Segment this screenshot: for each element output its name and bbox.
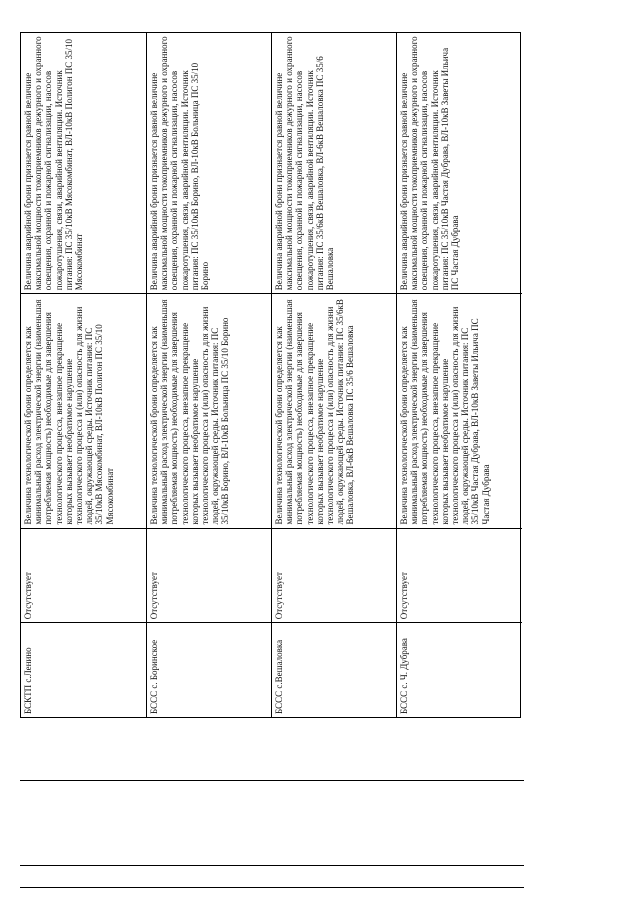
tech-reserve-text-cell: Величина технологической брони определяется как минимальный расход электрической энергии (наименьшая потребляемая мощность) необходимые для завершения технологического процесса, внезапное прекращение которых вызывает необратимое нарушение технологического процесса и (или) опасность для жизни людей, окружающей среды. Источник питания: ПС 35/10кВ Мясокомбинат, ВЛ-10кВ Полигон ПС 35/10 Мясокомбинат bbox=[21, 293, 146, 527]
tech-reserve-missing-cell: Отсутствует bbox=[21, 528, 146, 623]
table-row bbox=[147, 33, 272, 717]
separator-line bbox=[20, 865, 524, 866]
tech-reserve-missing-cell: Отсутствует bbox=[147, 528, 271, 623]
reserve-table bbox=[20, 32, 521, 718]
object-name-cell: БССС с. Ч. Дубрава bbox=[397, 622, 522, 717]
tech-reserve-missing-cell: Отсутствует bbox=[397, 528, 522, 623]
separator-line bbox=[20, 887, 524, 888]
object-name-cell: БСКТП с.Ленино bbox=[21, 622, 146, 717]
separator-line bbox=[20, 780, 524, 781]
tech-reserve-text-cell: Величина технологической брони определяется как минимальный расход электрической энергии (наименьшая потребляемая мощность) необходимые для завершения технологического процесса, внезапное прекращение которых вызывает необратимое нарушение технологического процесса и (или) опасность для жизни людей, окружающей среды. Источник питания: ПС 35/10кВ Частая Дубрава, ВЛ-10кВ Заветы Ильича ПС Частая Дубрава bbox=[397, 293, 522, 527]
table-row bbox=[397, 33, 522, 717]
emergency-reserve-text-cell: Величина аварийной брони признается равной величине максимальной мощности токоприемников дежурного и охранного освещения, охранной и пожарной сигнализации, насосов пожаротушения, связи, аварийной вентиляции. Источник питания: ПС 35/10кВ Частая Дубрава, ВЛ-10кВ Заветы Ильича ПС Частая Дубрава bbox=[399, 36, 461, 291]
object-name-cell: БССС с. Боринское bbox=[147, 622, 271, 717]
emergency-reserve-text-cell: Величина аварийной брони признается равной величине максимальной мощности токоприемников дежурного и охранного освещения, охранной и пожарной сигнализации, насосов пожаротушения, связи, аварийной вентиляции. Источник питания: ПС 35/10кВ Борино, ВЛ-10кВ Больница ПС 35/10 Борино bbox=[149, 36, 211, 291]
table-row bbox=[21, 33, 147, 717]
tech-reserve-text-cell: Величина технологической брони определяется как минимальный расход электрической энергии (наименьшая потребляемая мощность) необходимые для завершения технологического процесса, внезапное прекращение которых вызывает необратимое нарушение технологического процесса и (или) опасность для жизни людей, окружающей среды. Источник питания: ПС 35/6кВ Вешаловка, ВЛ-6кВ Вешаловка ПС 35/6 Вешаловка bbox=[272, 293, 396, 527]
table-row bbox=[272, 33, 397, 717]
emergency-reserve-text-cell: Величина аварийной брони признается равной величине максимальной мощности токоприемников дежурного и охранного освещения, охранной и пожарной сигнализации, насосов пожаротушения, связи, аварийной вентиляции. Источник питания: ПС 35/6кВ Вешаловка, ВЛ-6кВ Вешаловка ПС 35/6 Вешаловка bbox=[274, 36, 336, 291]
emergency-reserve-text-cell: Величина аварийной брони признается равной величине максимальной мощности токоприемников дежурного и охранного освещения, охранной и пожарной сигнализации, насосов пожаротушения, связи, аварийной вентиляции. Источник питания: ПС 35/10кВ Мясокомбинат, ВЛ-10кВ Полигон ПС 35/10 Мясокомбинат bbox=[23, 36, 85, 291]
tech-reserve-text-cell: Величина технологической брони определяется как минимальный расход электрической энергии (наименьшая потребляемая мощность) необходимые для завершения технологического процесса, внезапное прекращение которых вызывает необратимое нарушение технологического процесса и (или) опасность для жизни людей, окружающей среды. Источник питания: ПС 35/10кВ Борино, ВЛ-10кВ Больница ПС 35/10 Борино bbox=[147, 293, 271, 527]
object-name-cell: БССС с.Вешаловка bbox=[272, 622, 396, 717]
tech-reserve-missing-cell: Отсутствует bbox=[272, 528, 396, 623]
